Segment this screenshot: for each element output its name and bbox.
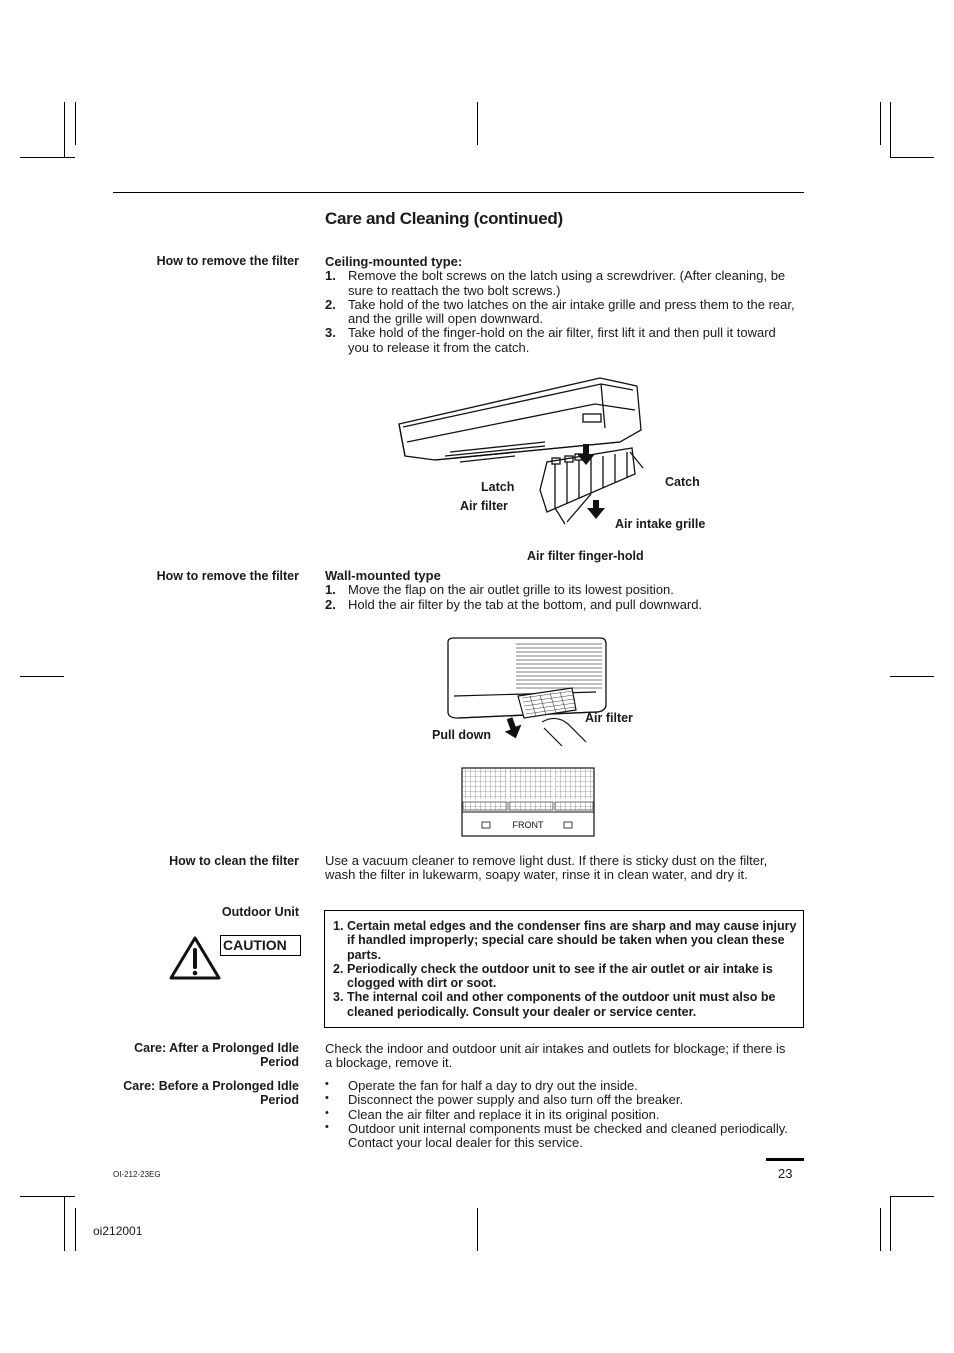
caution-item: 3. The internal coil and other components of the outdoor unit must also be cleaned periodically. Consult your dealer or service center. <box>333 990 776 1019</box>
caution-box <box>324 910 804 1028</box>
page-number-bar <box>766 1158 804 1161</box>
filter-front-label: FRONT <box>512 820 544 830</box>
side-label-clean: How to clean the filter <box>169 854 299 868</box>
header-rule <box>113 192 804 193</box>
side-label-wall: How to remove the filter <box>156 569 299 583</box>
wall-subtitle: Wall-mounted type <box>325 568 441 583</box>
wall-step: 2. Hold the air filter by the tab at the bottom, and pull downward. <box>325 596 703 612</box>
file-code: oi212001 <box>93 1224 143 1238</box>
filter-grid-figure <box>460 766 596 838</box>
after-idle-text: Check the indoor and outdoor unit air intakes and outlets for blockage; if there is a blockage, remove it. <box>325 1041 786 1071</box>
ceiling-step: 1. Remove the bolt screws on the latch using a screwdriver. (After cleaning, be sure to reattach the two bolt screws.) <box>325 268 786 298</box>
list-item: • Disconnect the power supply and also turn off the breaker. <box>325 1092 684 1108</box>
page-title: Care and Cleaning (continued) <box>325 209 563 228</box>
before-idle-list <box>325 1079 795 1150</box>
ceiling-subtitle: Ceiling-mounted type: <box>325 254 463 269</box>
caution-item: 2. Periodically check the outdoor unit to see if the air outlet or air intake is clogged with dirt or soot. <box>333 961 773 991</box>
ceiling-unit-figure <box>395 372 655 522</box>
ceiling-step: 2. Take hold of the two latches on the air intake grille and press them to the rear, and the grille will open downward. <box>325 296 795 327</box>
label-air-intake-grille: Air intake grille <box>615 517 706 531</box>
label-pull-down: Pull down <box>432 728 492 742</box>
wall-step: 1. Move the flap on the air outlet grille to its lowest position. <box>325 582 674 598</box>
caution-item: 1. Certain metal edges and the condenser fins are sharp and may cause injury if handled improperly; special care should be taken when you clean these parts. <box>333 919 797 962</box>
side-label-ceiling: How to remove the filter <box>156 254 299 268</box>
side-label-outdoor: Outdoor Unit <box>221 905 299 919</box>
side-label-after-idle: Care: After a Prolonged Idle Period <box>134 1041 299 1069</box>
page-number: 23 <box>778 1166 793 1181</box>
label-latch: Latch <box>481 480 515 494</box>
caution-label: CAUTION <box>220 935 301 956</box>
label-air-filter: Air filter <box>460 499 508 513</box>
list-item: • Clean the air filter and replace it in its original position. <box>325 1106 660 1122</box>
doc-code: OI-212-23EG <box>113 1170 161 1179</box>
warning-triangle-icon <box>168 935 222 981</box>
ceiling-step: 3. Take hold of the finger-hold on the air filter, first lift it and then pull it toward you to release it from the catch. <box>325 325 776 355</box>
side-label-before-idle: Care: Before a Prolonged Idle Period <box>123 1079 299 1107</box>
label-catch: Catch <box>665 475 700 489</box>
list-item: • Operate the fan for half a day to dry out the inside. <box>325 1078 638 1093</box>
list-item: • Outdoor unit internal components must be checked and cleaned periodically. Contact your local dealer for this service. <box>325 1120 788 1151</box>
wall-section <box>325 569 795 612</box>
label-wall-air-filter: Air filter <box>585 711 633 725</box>
label-finger-hold: Air filter finger-hold <box>527 549 644 563</box>
ceiling-section <box>325 255 795 355</box>
clean-text: Use a vacuum cleaner to remove light dust. If there is sticky dust on the filter, wash the filter in lukewarm, soapy water, rinse it in clean water, and dry it. <box>325 853 768 883</box>
